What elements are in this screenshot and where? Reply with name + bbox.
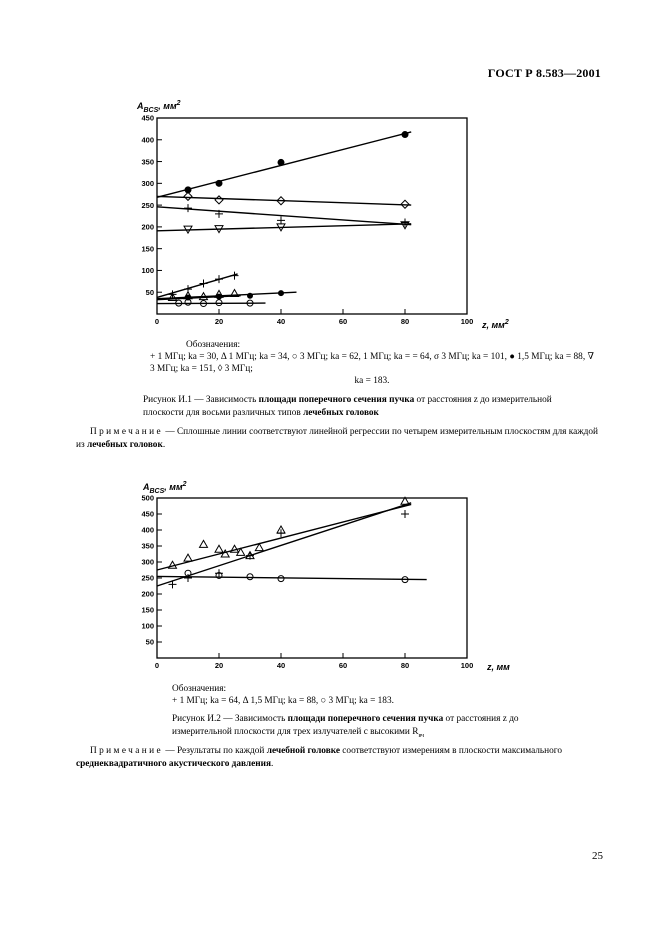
figure2-point-triangle [215, 545, 223, 552]
figure1-point-plus [401, 219, 409, 227]
figure1-ytick-label: 50 [145, 287, 154, 297]
figure2-point-plus [401, 510, 409, 518]
figure1-ytick-label: 400 [141, 135, 154, 145]
figure2-chart [125, 478, 525, 678]
figure1-ytick-label: 350 [141, 157, 154, 167]
page-number: 25 [592, 850, 603, 862]
figure2-regression-line-3 [157, 576, 427, 579]
figure2-legend [172, 683, 572, 707]
figure2-ytick-label: 300 [141, 557, 154, 567]
figure1-xlabel: z, $мм^2$ [482, 319, 509, 330]
figure1-caption: Рисунок И.1 — Зависимость площади поперечного сечения пучка от расстояния z до измерительной плоскости для восьми различных типов лечебных головок [143, 395, 552, 418]
figure2-ytick-label: 400 [141, 525, 154, 535]
figure2-ytick-label: 500 [141, 493, 154, 503]
figure2-ytick-label: 100 [141, 621, 154, 631]
figure2-point-circle [247, 574, 253, 580]
figure1-ytick-label: 250 [141, 200, 154, 210]
figure2-xtick-label: 60 [338, 661, 348, 670]
figure2-xtick-label: 20 [214, 661, 224, 670]
figure2-regression-line-1 [157, 504, 411, 570]
figure1-regression-line-3 [157, 207, 411, 225]
figure1-regression-line-2 [157, 196, 411, 205]
figure1-point-filled-circle [278, 159, 284, 165]
note1: Примечание — Сплошные линии соответствуют линейной регрессии по четырем измерительным плоскостям для каждой из лечебных головок. [76, 427, 598, 450]
figure2-xtick-label: 80 [400, 661, 410, 670]
document-header: ГОСТ Р 8.583—2001 [487, 66, 601, 80]
figure2-xtick-label: 100 [460, 661, 474, 670]
figure2-regression-line-2 [157, 503, 411, 586]
figure2-ytick-label: 350 [141, 541, 154, 551]
figure1-xtick-label: 60 [338, 317, 348, 326]
figure2-legend-title: Обозначения: [172, 684, 227, 694]
figure1-xtick-label: 20 [214, 317, 224, 326]
figure2-plot [125, 478, 525, 678]
figure2-caption: Рисунок И.2 — Зависимость площади поперечного сечения пучка от расстояния z до измерительной плоскости для трех излучателей с высокими $R_{вч}$ [172, 714, 519, 739]
figure1-point-diamond [184, 192, 192, 200]
figure2-xlabel: z, мм [487, 662, 510, 672]
figure1-ytick-label: 150 [141, 244, 154, 254]
figure1-point-sigma [279, 291, 284, 296]
figure1-xtick-label: 80 [400, 317, 410, 326]
figure1-legend-end: ka = 183. [354, 376, 390, 386]
figure2-xtick-label: 40 [276, 661, 286, 670]
figure1-xtick-label: 0 [154, 317, 160, 326]
figure1-ylabel: $A_{BCS}$, $мм^2$ [137, 100, 181, 114]
figure1-ytick-label: 100 [141, 266, 154, 276]
figure1-point-plus [231, 272, 239, 280]
figure2-point-triangle [184, 554, 192, 561]
figure1-legend-text: + 1 МГц; ka = 30, Δ 1 МГц; ka = 34, ○ 3 МГц; ka = 62, 1 МГц; ka = = 64, σ 3 МГц; ka = 101, ● 1,5 МГц; ka = 88, ∇ 3 МГц; ka = 151, ◊ 3 МГц; [150, 352, 594, 374]
figure1-plot [125, 98, 525, 333]
note2: Примечание — Результаты по каждой лечебной головке соответствуют измерениям в плоскости максимального среднеквадратичного акустического давления. [76, 746, 563, 769]
figure1-ytick-label: 200 [141, 222, 154, 232]
figure1-regression-line-6 [157, 292, 297, 299]
figure1-legend-title: Обозначения: [186, 340, 241, 350]
figure1-point-plus [200, 280, 208, 288]
figure1-point-plus [277, 216, 285, 224]
figure2-ytick-label: 150 [141, 605, 154, 615]
figure2-ytick-label: 200 [141, 589, 154, 599]
figure2-point-circle [278, 576, 284, 582]
figure2-ytick-label: 250 [141, 573, 154, 583]
figure2-legend-text: + 1 МГц; ka = 64, Δ 1,5 МГц; ka = 88, ○ 3 МГц; ka = 183. [172, 696, 394, 706]
figure1-point-plus [215, 275, 223, 283]
figure1-point-filled-circle [216, 180, 222, 186]
figure1-regression-line-1 [157, 132, 411, 197]
figure1-xtick-label: 100 [460, 317, 474, 326]
figure1-point-diamond [215, 196, 223, 204]
figure1-ytick-label: 450 [141, 113, 154, 123]
figure1-chart [125, 98, 525, 333]
figure2-xtick-label: 0 [154, 661, 160, 670]
figure2-point-triangle [200, 540, 208, 547]
figure1-legend [150, 339, 594, 387]
figure2-ytick-label: 450 [141, 509, 154, 519]
figure1-point-sigma [248, 293, 253, 298]
figure1-point-filled-circle [402, 132, 408, 138]
figure2-ytick-label: 50 [145, 637, 154, 647]
figure1-xtick-label: 40 [276, 317, 286, 326]
figure1-point-sigma [217, 294, 222, 299]
figure1-point-plus [184, 204, 192, 212]
figure1-point-sigma [186, 295, 191, 300]
figure2-ylabel: $A_{BCS}$, $мм^2$ [143, 481, 187, 495]
figure1-ytick-label: 300 [141, 179, 154, 189]
